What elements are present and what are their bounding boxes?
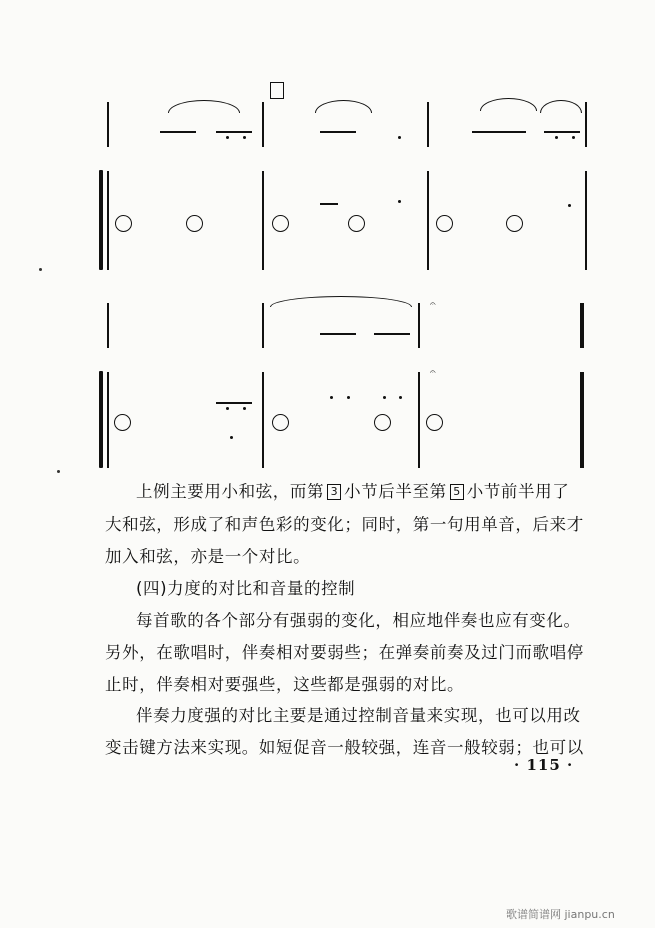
chord-degree-circle: [436, 215, 453, 232]
bar-line: [262, 372, 264, 468]
paragraph-3-line-1: 伴奏力度强的对比主要是通过控制音量来实现，也可以用改: [136, 706, 581, 725]
bar-line: [427, 102, 429, 147]
watermark: 歌谱简谱网 jianpu.cn: [506, 908, 615, 921]
chord-degree-circle: [348, 215, 365, 232]
beam-underline: [160, 131, 196, 133]
measure-number-box: 5: [450, 484, 464, 500]
octave-dot: [243, 407, 246, 410]
print-speck: [39, 268, 42, 271]
slur-line: [270, 296, 412, 307]
measure-number-box: 3: [327, 484, 341, 500]
octave-dot: [568, 204, 571, 207]
rehearsal-mark: [270, 82, 284, 99]
octave-dot: [383, 396, 386, 399]
beam-underline: [374, 333, 410, 335]
bar-line: [580, 372, 584, 468]
chord-degree-circle: [114, 414, 131, 431]
octave-dot: [555, 136, 558, 139]
beam-underline: [320, 333, 356, 335]
beam-underline: [320, 203, 338, 205]
slur-line: [315, 100, 372, 113]
text-run: 小节后半至第: [344, 482, 447, 501]
bar-line: [580, 303, 584, 348]
beam-underline: [216, 402, 252, 404]
slur-line: [168, 100, 240, 113]
octave-dot: [330, 396, 333, 399]
slur-line: [540, 100, 582, 113]
bar-line: [585, 171, 587, 270]
section-heading: (四)力度的对比和音量的控制: [136, 579, 356, 598]
bar-line: [107, 171, 109, 270]
chord-degree-circle: [272, 215, 289, 232]
paragraph-2-line-1: 每首歌的各个部分有强弱的变化，相应地伴奏也应有变化。: [136, 611, 581, 630]
slur-line: [480, 98, 537, 111]
chord-degree-circle: [426, 414, 443, 431]
beam-underline: [216, 131, 252, 133]
octave-dot: [226, 407, 229, 410]
bar-line: [107, 102, 109, 147]
page-number: · 115 ·: [514, 756, 574, 774]
fermata-mark: 𝄐: [430, 367, 436, 378]
paragraph-3-line-2: 变击键方法来实现。如短促音一般较强，连音一般较弱；也可以: [105, 738, 584, 757]
paragraph-2-line-2: 另外，在歌唱时，伴奏相对要弱些；在弹奏前奏及过门而歌唱停: [105, 643, 584, 662]
grand-staff-brace: [99, 170, 103, 270]
octave-dot: [230, 436, 233, 439]
bar-line: [107, 372, 109, 468]
beam-underline: [320, 131, 356, 133]
octave-dot: [399, 396, 402, 399]
paragraph-1-line-3: 加入和弦，亦是一个对比。: [105, 547, 311, 566]
bar-line: [427, 171, 429, 270]
chord-degree-circle: [186, 215, 203, 232]
bar-line: [107, 303, 109, 348]
paragraph-1-line-2: 大和弦，形成了和声色彩的变化；同时，第一句用单音，后来才: [105, 515, 584, 534]
chord-degree-circle: [272, 414, 289, 431]
paragraph-2-line-3: 止时，伴奏相对要强些，这些都是强弱的对比。: [105, 675, 465, 694]
paragraph-1-line-1: [136, 482, 626, 502]
text-run: 小节前半用了: [466, 482, 570, 501]
octave-dot: [398, 136, 401, 139]
octave-dot: [572, 136, 575, 139]
octave-dot: [243, 136, 246, 139]
beam-underline: [472, 131, 526, 133]
bar-line: [585, 102, 587, 147]
bar-line: [418, 372, 420, 468]
text-run: 上例主要用小和弦，而第: [136, 482, 325, 501]
chord-degree-circle: [115, 215, 132, 232]
fermata-mark: 𝄐: [430, 299, 436, 310]
octave-dot: [226, 136, 229, 139]
octave-dot: [398, 200, 401, 203]
grand-staff-brace: [99, 371, 103, 468]
chord-degree-circle: [374, 414, 391, 431]
chord-degree-circle: [506, 215, 523, 232]
print-speck: [57, 470, 60, 473]
beam-underline: [544, 131, 580, 133]
octave-dot: [347, 396, 350, 399]
bar-line: [262, 171, 264, 270]
bar-line: [262, 102, 264, 147]
bar-line: [262, 303, 264, 348]
bar-line: [418, 303, 420, 348]
